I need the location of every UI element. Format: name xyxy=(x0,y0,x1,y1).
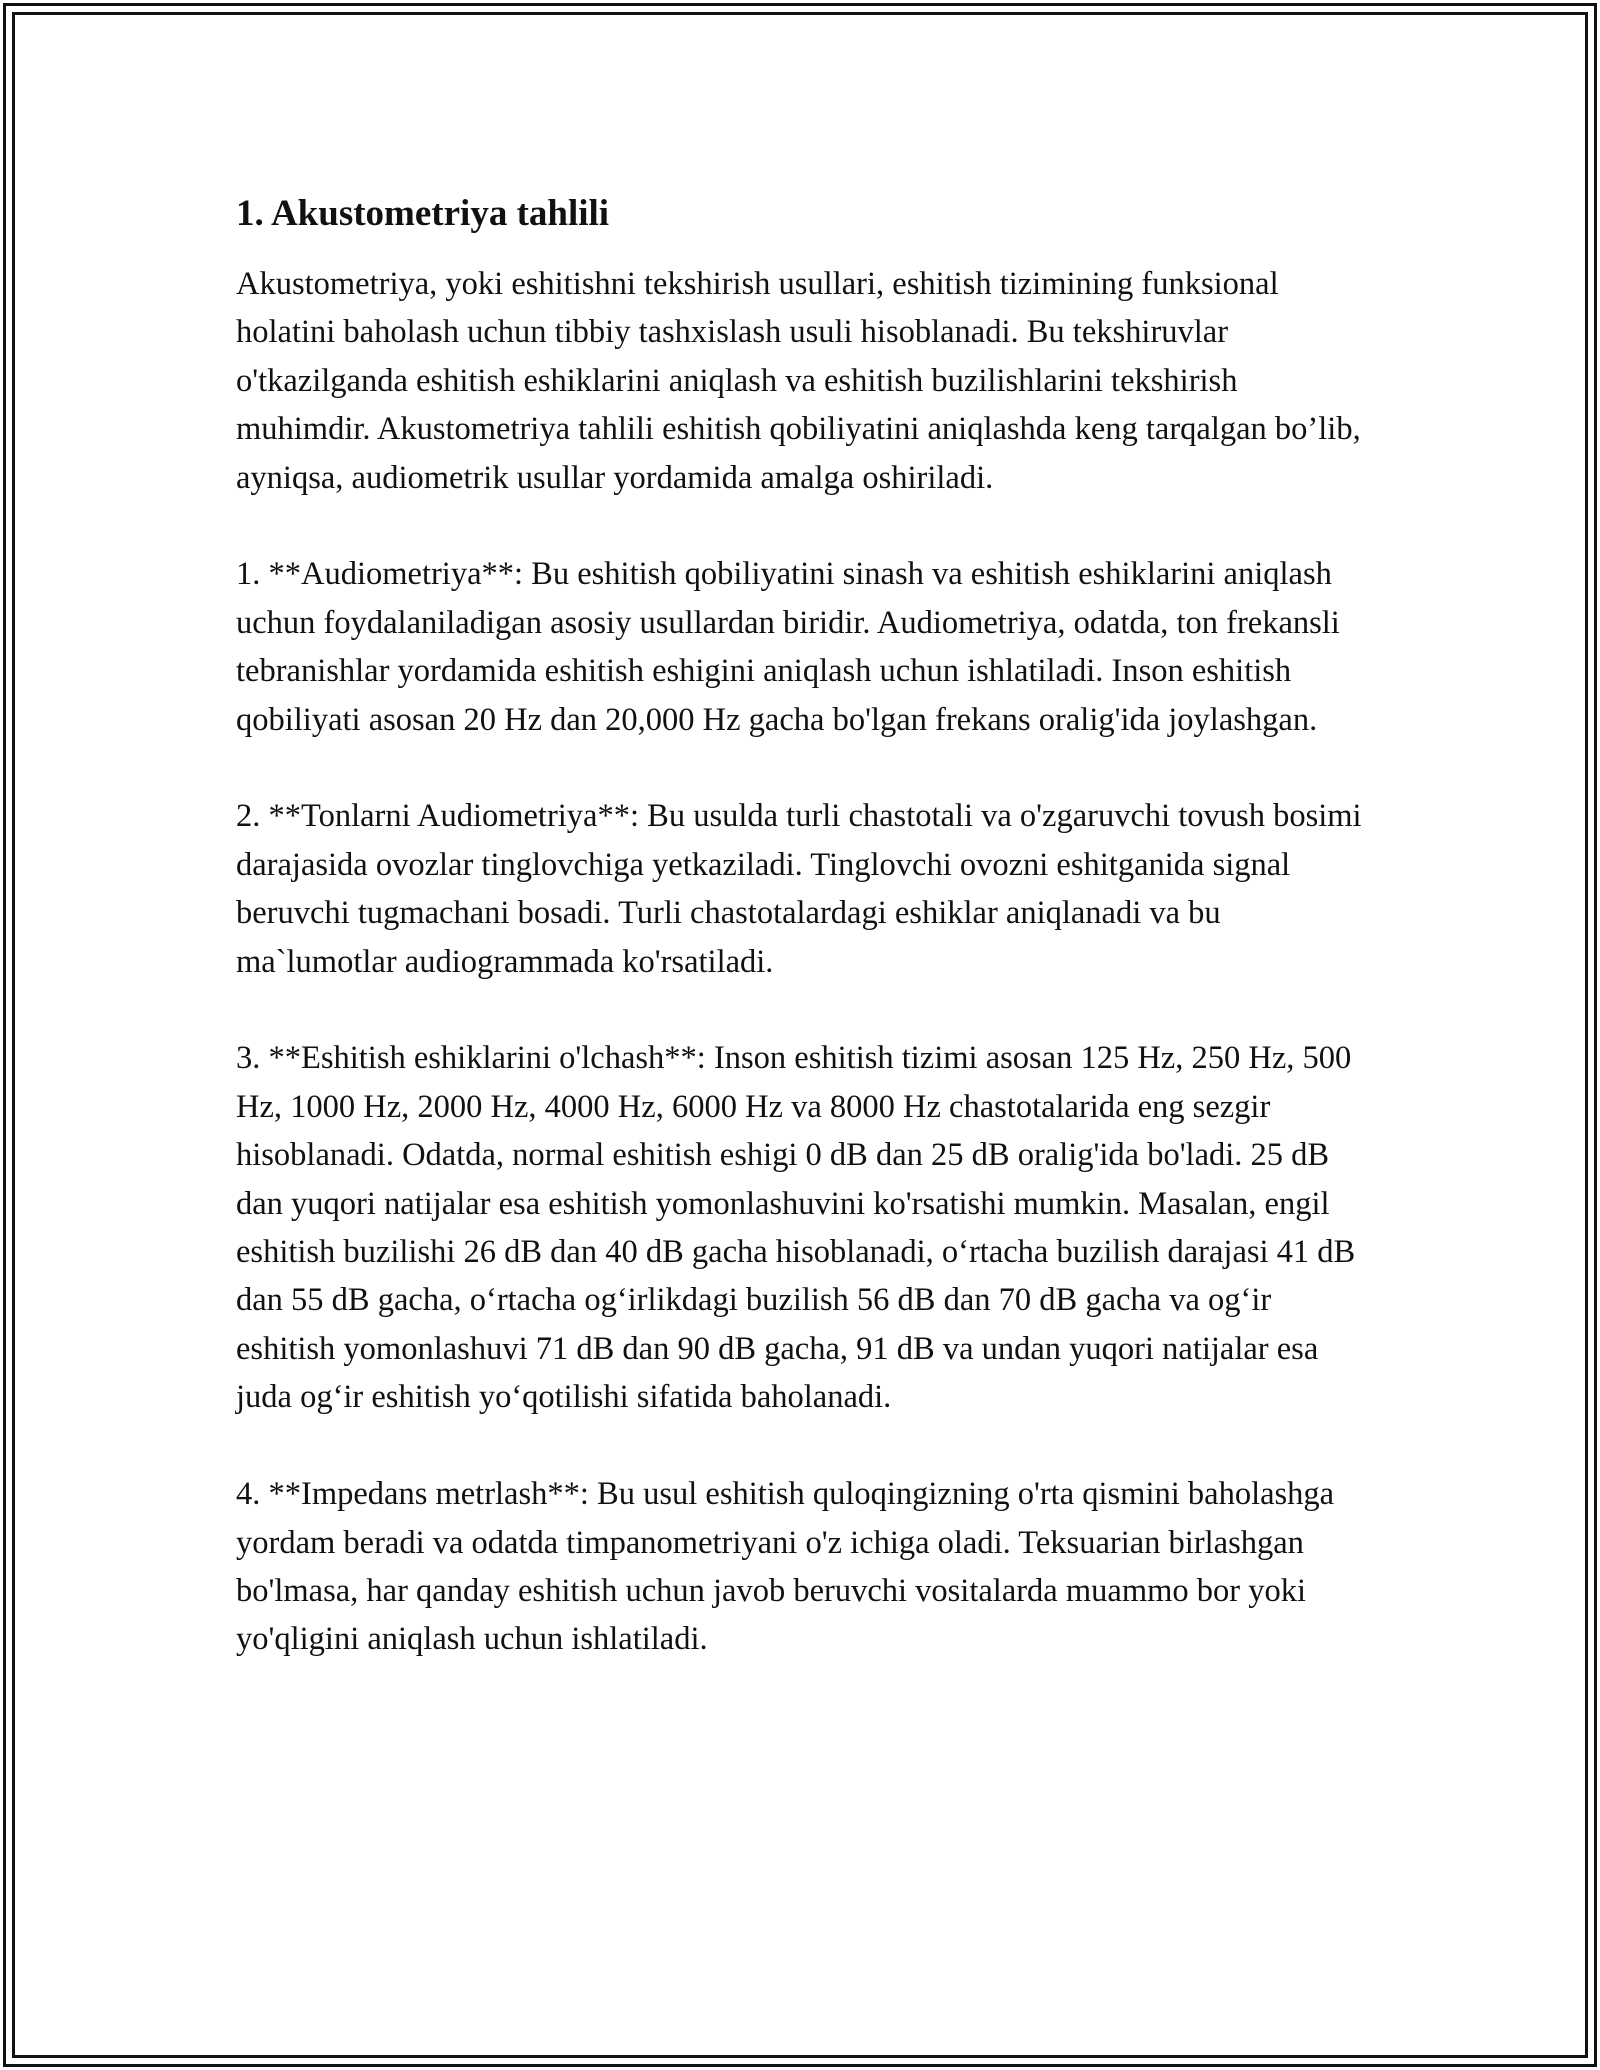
paragraph-audiometriya: 1. **Audiometriya**: Bu eshitish qobiliyatini sinash va eshitish eshiklarini aniqlash uchun foydalaniladigan asosiy usullardan biridir. Audiometriya, odatda, ton frekansli tebranishlar yordamida eshitish eshigini aniqlash uchun ishlatiladi. Inson eshitish qobiliyati asosan 20 Hz dan 20,000 Hz gacha bo'lgan frekans oralig'ida joylashgan. xyxy=(236,556,1340,738)
paragraph-impedans-metrlash: 4. **Impedans metrlash**: Bu usul eshitish quloqingizning o'rta qismini baholashga yordam beradi va odatda timpanometriyani o'z ichiga oladi. Teksuarian birlashgan bo'lmasa, har qanday eshitish uchun javob beruvchi vositalarda muammo bor yoki yo'qligini aniqlash uchun ishlatiladi. xyxy=(236,1476,1335,1658)
paragraph-tonlarni-audiometriya: 2. **Tonlarni Audiometriya**: Bu usulda turli chastotali va o'zgaruvchi tovush bosimi darajasida ovozlar tinglovchiga yetkaziladi. Tinglovchi ovozni eshitganida signal beruvchi tugmachani bosadi. Turli chastotalardagi eshiklar aniqlanadi va bu ma`lumotlar audiogrammada ko'rsatiladi. xyxy=(236,798,1362,980)
document-body xyxy=(236,190,1376,1712)
paragraph-eshitish-eshiklarini-olchash: 3. **Eshitish eshiklarini o'lchash**: Inson eshitish tizimi asosan 125 Hz, 250 Hz, 500 Hz, 1000 Hz, 2000 Hz, 4000 Hz, 6000 Hz va 8000 Hz chastotalarida eng sezgir hisoblanadi. Odatda, normal eshitish eshigi 0 dB dan 25 dB oralig'ida bo'ladi. 25 dB dan yuqori natijalar esa eshitish yomonlashuvini ko'rsatishi mumkin. Masalan, engil eshitish buzilishi 26 dB dan 40 dB gacha hisoblanadi, o‘rtacha buzilish darajasi 41 dB dan 55 dB gacha, o‘rtacha og‘irlikdagi buzilish 56 dB dan 70 dB gacha va og‘ir eshitish yomonlashuvi 71 dB dan 90 dB gacha, 91 dB va undan yuqori natijalar esa juda og‘ir eshitish yo‘qotilishi sifatida baholanadi. xyxy=(236,1040,1356,1416)
intro-paragraph: Akustometriya, yoki eshitishni tekshirish usullari, eshitish tizimining funksional holatini baholash uchun tibbiy tashxislash usuli hisoblanadi. Bu tekshiruvlar o'tkazilganda eshitish eshiklarini aniqlash va eshitish buzilishlarini tekshirish muhimdir. Akustometriya tahlili eshitish qobiliyatini aniqlashda keng tarqalgan bo’lib, ayniqsa, audiometrik usullar yordamida amalga oshiriladi. xyxy=(236,266,1361,496)
document-title: 1. Akustometriya tahlili xyxy=(236,193,610,234)
